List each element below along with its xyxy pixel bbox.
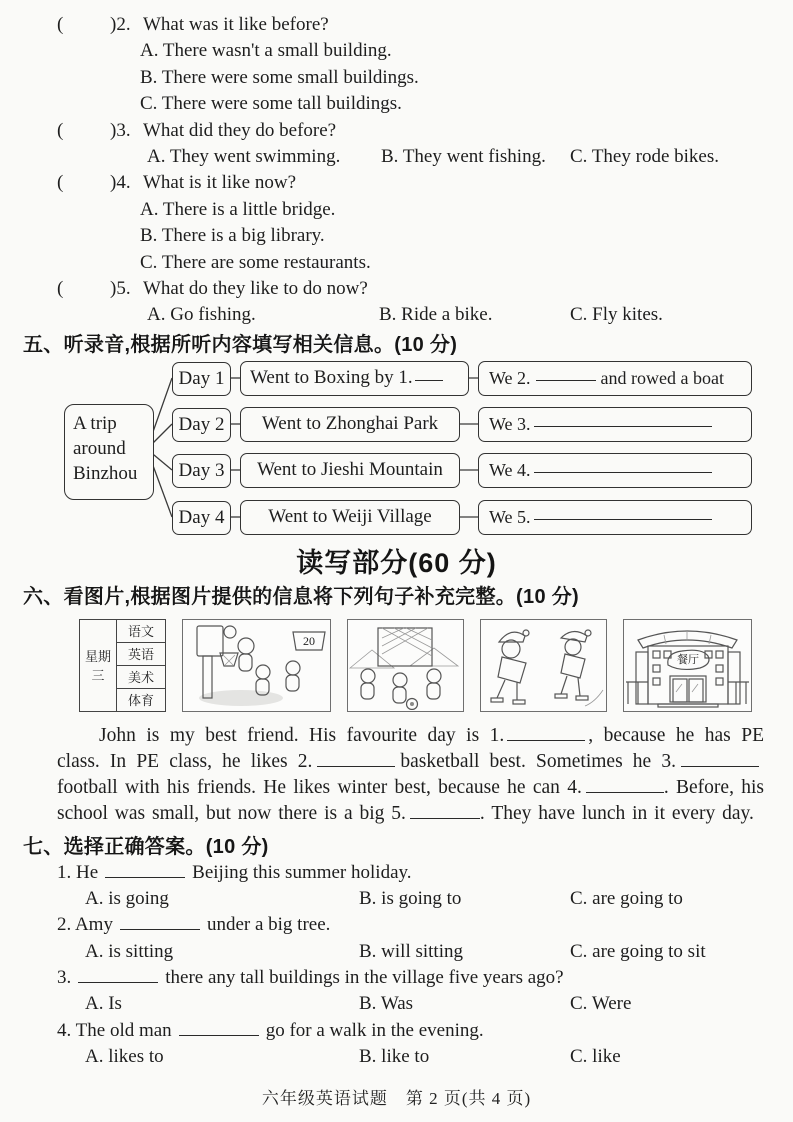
fill-blank-4 <box>534 468 712 473</box>
option-line <box>0 144 793 170</box>
result-text: We 5. <box>489 506 531 527</box>
question-text: What is it like now? <box>143 172 297 194</box>
answer-blank <box>179 1031 259 1036</box>
option-b: B. is going to <box>359 887 462 909</box>
day-2-activity-box: Went to Zhonghai Park <box>240 407 460 442</box>
day-2-box: Day 2 <box>172 408 231 442</box>
day-1-result-box <box>478 361 752 396</box>
trip-flow-diagram <box>0 360 793 540</box>
fill-blank-2 <box>536 376 596 381</box>
basketball-icon <box>224 626 236 638</box>
answer-paren: ( <box>57 14 64 35</box>
option-line <box>0 38 793 64</box>
football-picture <box>347 619 464 712</box>
answer-blank <box>105 873 185 878</box>
option-a: A. There wasn't a small building. <box>140 40 392 62</box>
section-7-heading: 七、选择正确答案。(10 分) <box>23 835 269 858</box>
option-b: B. like to <box>359 1046 430 1068</box>
option-line <box>0 886 793 912</box>
day-4-box: Day 4 <box>172 501 231 535</box>
cloze-blank-1 <box>507 736 585 741</box>
result-text: We 4. <box>489 459 531 480</box>
option-a: A. likes to <box>85 1046 164 1068</box>
question-text: What did they do before? <box>143 119 337 141</box>
section-5-listening-fill <box>0 332 793 540</box>
schedule-subject-cell: 英语 <box>117 642 166 665</box>
answer-paren: ( <box>57 277 64 299</box>
day-2-result-box <box>478 407 752 442</box>
option-a: A. is going <box>85 887 169 909</box>
question-stem-3 <box>0 965 793 991</box>
restaurant-picture <box>623 619 752 712</box>
option-c: C. Fly kites. <box>570 304 663 326</box>
picture-strip <box>79 619 793 712</box>
cloze-paragraph <box>57 723 764 828</box>
question-line-5 <box>0 276 793 302</box>
day-3-activity-box: Went to Jieshi Mountain <box>240 453 460 488</box>
fill-blank-1 <box>415 376 443 381</box>
question-stem-2 <box>0 912 793 938</box>
day-1-box: Day 1 <box>172 362 231 396</box>
option-line <box>0 223 793 249</box>
paragraph-text: , because he has PE class. In PE class, he likes 2. <box>57 724 764 772</box>
stem-text: Beijing this summer holiday. <box>192 861 412 883</box>
question-number: )5. <box>110 277 131 299</box>
cloze-blank-5 <box>410 814 480 819</box>
option-line <box>0 65 793 91</box>
section-6-picture-fill <box>0 584 793 828</box>
section-6-heading: 六、看图片,根据图片提供的信息将下列句子补充完整。(10 分) <box>23 585 579 608</box>
option-c: C. like <box>570 1046 621 1068</box>
answer-blank <box>78 978 158 983</box>
question-text: What do they like to do now? <box>143 277 368 299</box>
option-line <box>0 91 793 117</box>
option-c: C. There were some tall buildings. <box>140 93 402 115</box>
option-a: A. is sitting <box>85 940 174 962</box>
door-icon <box>670 676 706 702</box>
question-stem-4 <box>0 1018 793 1044</box>
section-5-heading: 五、听录音,根据所听内容填写相关信息。(10 分) <box>23 333 458 356</box>
option-line <box>0 939 793 965</box>
option-line <box>0 991 793 1017</box>
fill-blank-5 <box>534 515 712 520</box>
result-suffix: and rowed a boat <box>600 367 724 388</box>
option-line <box>0 197 793 223</box>
option-c: C. Were <box>570 993 632 1015</box>
question-text: What was it like before? <box>143 14 329 35</box>
option-c: C. There are some restaurants. <box>140 251 371 273</box>
cloze-blank-2 <box>317 762 395 767</box>
stem-text: 3. <box>57 967 72 989</box>
stem-text: go for a walk in the evening. <box>265 1019 484 1041</box>
schedule-table-picture <box>79 619 166 712</box>
fill-blank-3 <box>534 422 712 427</box>
question-line-2 <box>0 12 793 38</box>
stem-text: 2. Amy <box>57 914 113 936</box>
cloze-blank-4 <box>586 788 664 793</box>
section-7-choose-answer <box>0 834 793 1071</box>
day-4-result-box <box>478 500 752 535</box>
day-3-box: Day 3 <box>172 454 231 488</box>
option-line <box>0 250 793 276</box>
option-a: A. Is <box>85 993 122 1015</box>
option-b: B. There were some small buildings. <box>140 66 419 88</box>
schedule-day-cell: 星期三 <box>80 619 117 711</box>
option-line <box>0 1044 793 1070</box>
trip-root-box: A trip around Binzhou <box>64 404 154 500</box>
listening-mc-section <box>0 12 793 329</box>
option-a: A. They went swimming. <box>147 145 341 167</box>
stem-text: under a big tree. <box>206 914 331 936</box>
option-a: A. There is a little bridge. <box>140 198 336 220</box>
option-b: B. Ride a bike. <box>379 304 493 326</box>
schedule-subject-cell: 体育 <box>117 688 166 711</box>
result-text: We 3. <box>489 413 531 434</box>
schedule-subject-cell: 语文 <box>117 619 166 642</box>
question-number: )2. <box>110 14 131 35</box>
result-text: We 2. <box>489 367 531 388</box>
option-b: B. There is a big library. <box>140 225 325 247</box>
day-1-activity-box <box>240 361 469 396</box>
option-b: B. Was <box>359 993 414 1015</box>
paragraph-text: John is my best friend. His favourite day is 1. <box>99 724 505 746</box>
answer-paren: ( <box>57 172 64 194</box>
cloze-blank-3 <box>681 762 759 767</box>
skating-picture <box>480 619 607 712</box>
question-number: )3. <box>110 119 131 141</box>
day-3-result-box <box>478 453 752 488</box>
paragraph-text: . They have lunch in it every day. <box>479 803 754 825</box>
question-number: )4. <box>110 172 131 194</box>
page-footer: 六年级英语试题 第 2 页(共 4 页) <box>261 1089 532 1108</box>
day-4-activity-box: Went to Weiji Village <box>240 500 460 535</box>
answer-blank <box>120 925 200 930</box>
stem-text: 4. The old man <box>57 1019 172 1041</box>
restaurant-sign-text: 餐厅 <box>677 653 699 666</box>
option-line <box>0 302 793 328</box>
paragraph-text: . Before, his school was small, but now there is a big 5. <box>57 777 764 825</box>
paragraph-text: basketball best. Sometimes he 3. <box>400 750 676 772</box>
reading-writing-heading: 读写部分(60 分) <box>296 547 497 578</box>
question-line-3 <box>0 118 793 144</box>
option-b: B. will sitting <box>359 940 463 962</box>
winter-hat-icon <box>561 631 587 642</box>
option-b: B. They went fishing. <box>381 145 546 167</box>
stem-text: there any tall buildings in the village five years ago? <box>165 967 564 989</box>
option-c: C. are going to <box>570 887 683 909</box>
question-line-4 <box>0 170 793 196</box>
option-c: C. are going to sit <box>570 940 706 962</box>
scoreboard-value: 20 <box>303 633 315 648</box>
question-stem-1 <box>0 860 793 886</box>
answer-paren: ( <box>57 119 64 141</box>
basketball-picture <box>182 619 331 712</box>
stem-text: 1. He <box>57 861 99 883</box>
option-a: A. Go fishing. <box>147 304 256 326</box>
activity-text: Went to Boxing by 1. <box>250 367 413 389</box>
option-c: C. They rode bikes. <box>570 145 719 167</box>
schedule-subject-cell: 美术 <box>117 665 166 688</box>
paragraph-text: football with his friends. He likes winter best, because he can 4. <box>57 777 582 799</box>
